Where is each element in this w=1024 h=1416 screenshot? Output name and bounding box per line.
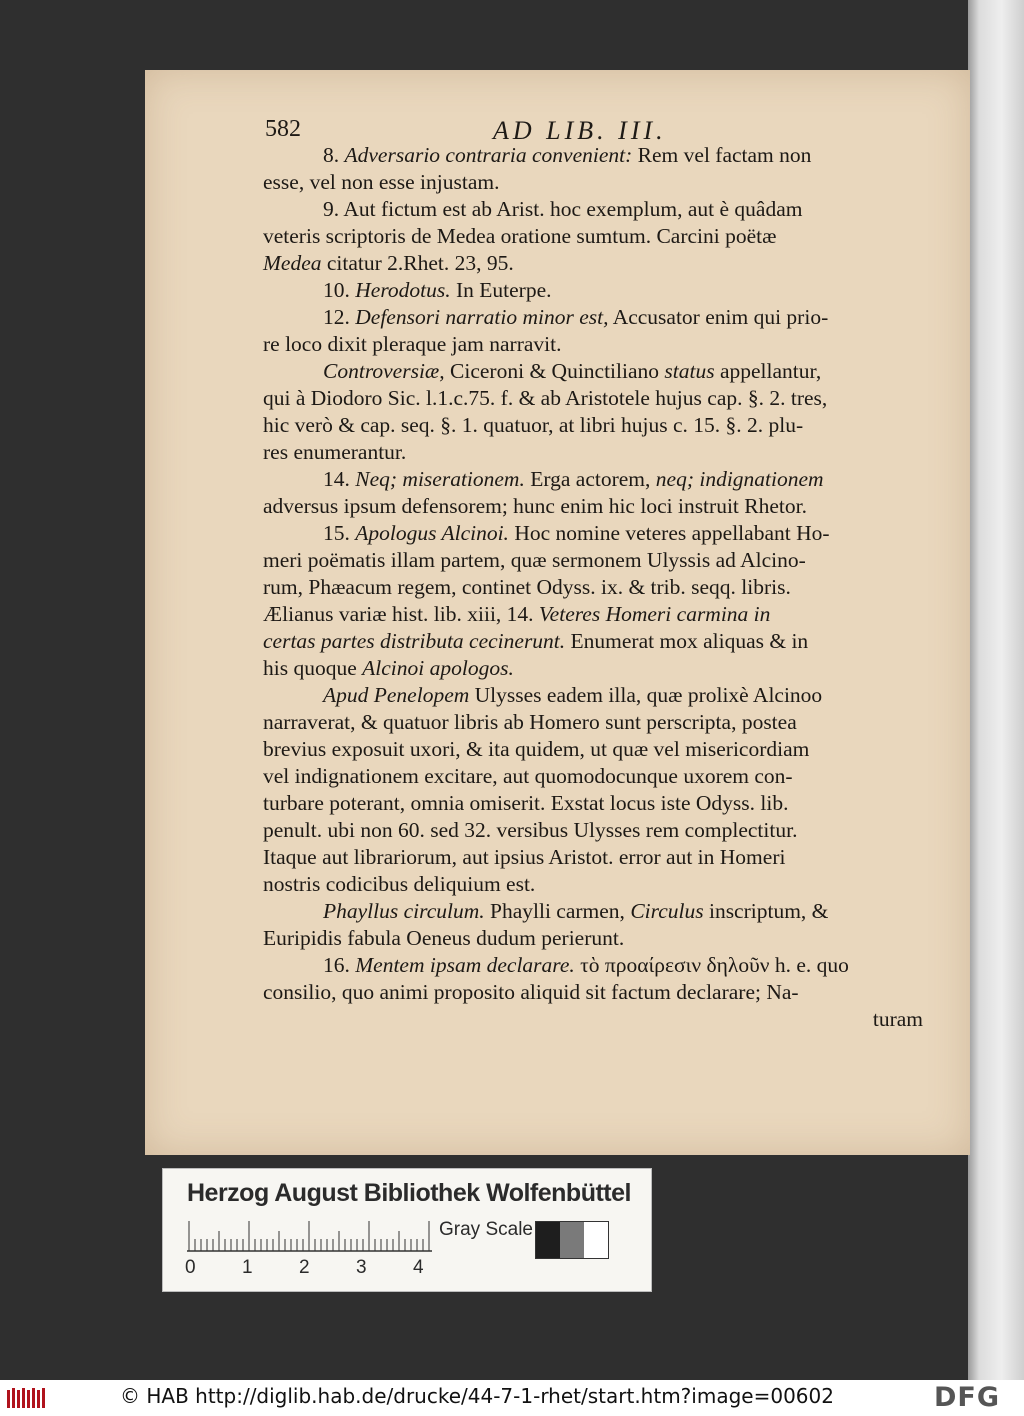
line-it2: Circulus	[630, 899, 704, 923]
line-cont: res enumerantur.	[263, 440, 407, 464]
line-catch: turam	[872, 1007, 923, 1031]
line-rest: In Euterpe.	[455, 278, 552, 302]
line-rest: Ciceroni & Quinctiliano	[450, 359, 660, 383]
line-lemma: Defensori narratio minor est,	[355, 305, 609, 329]
text-line	[263, 574, 923, 601]
line-cont: nostris codicibus deliquium est.	[263, 872, 536, 896]
line-rest2: inscriptum, &	[708, 899, 829, 923]
text-line	[263, 385, 923, 412]
line-ind-it: Controversiæ,	[323, 359, 445, 383]
ruler-number: 1	[242, 1257, 253, 1278]
text-line	[263, 493, 923, 520]
line-lemma: Neq; miserationem.	[355, 467, 525, 491]
line-cont: Ælianus variæ hist. lib. xiii, 14.	[263, 602, 534, 626]
line-cont-it: certas partes distributa cecinerunt.	[263, 629, 566, 653]
text-line	[263, 250, 923, 277]
swatch-gray	[560, 1222, 584, 1258]
library-name: Herzog August Bibliothek Wolfenbüttel	[187, 1179, 631, 1207]
text-line	[263, 979, 923, 1006]
text-line	[263, 790, 923, 817]
text-line	[263, 277, 923, 304]
line-cont: esse, vel non esse injustam.	[263, 170, 500, 194]
line-cont: consilio, quo animi proposito aliquid sit factum declarare; Na-	[263, 980, 799, 1004]
line-n: 10.	[323, 278, 350, 302]
line-rest: Aut fictum est ab Arist. hoc exemplum, aut è quâdam	[343, 197, 803, 221]
line-cont: citatur 2.Rhet. 23, 95.	[326, 251, 514, 275]
text-line	[263, 682, 923, 709]
line-n: 9.	[323, 197, 340, 221]
copyright-link[interactable]: © HAB http://diglib.hab.de/drucke/44-7-1-rhet/start.htm?image=00602	[120, 1384, 834, 1408]
text-line	[263, 709, 923, 736]
text-line	[263, 466, 923, 493]
line-cont: narraverat, & quatuor libris ab Homero sunt perscripta, postea	[263, 710, 797, 734]
text-line	[263, 871, 923, 898]
line-n: 16.	[323, 953, 350, 977]
text-line	[263, 1006, 923, 1033]
line-cont: turbare poterant, omnia omiserit. Exstat locus iste Odyss. lib.	[263, 791, 789, 815]
ruler-numbers	[181, 1257, 441, 1279]
line-lemma: Adversario contraria convenient:	[344, 143, 633, 167]
line-rest: Phaylli carmen,	[490, 899, 625, 923]
scale-ruler	[187, 1221, 432, 1253]
line-it2: Alcinoi apologos.	[362, 656, 514, 680]
line-rest: Erga actorem,	[530, 467, 651, 491]
line-n: 12.	[323, 305, 350, 329]
gray-scale-label: Gray Scale	[439, 1219, 533, 1240]
text-line	[263, 601, 923, 628]
color-target	[162, 1168, 652, 1292]
line-cont-it: Medea	[263, 251, 322, 275]
text-line	[263, 628, 923, 655]
text-line	[263, 358, 923, 385]
line-cont: qui à Diodoro Sic. l.1.c.75. f. & ab Aristotele hujus cap. §. 2. tres,	[263, 386, 828, 410]
text-line	[263, 655, 923, 682]
line-rest: τὸ προαίρεσιν δηλοῦν h. e. quo	[580, 953, 849, 977]
dfg-logo: DFG	[934, 1382, 1001, 1413]
line-ind-it: Phayllus circulum.	[323, 899, 485, 923]
line-cont: Euripidis fabula Oeneus dudum perierunt.	[263, 926, 625, 950]
line-cont: adversus ipsum defensorem; hunc enim hic loci instruit Rhetor.	[263, 494, 807, 518]
line-n: 8.	[323, 143, 340, 167]
footer-bar	[0, 1380, 1024, 1416]
line-rest: Hoc nomine veteres appellabant Ho-	[514, 521, 830, 545]
line-lemma: Apologus Alcinoi.	[355, 521, 509, 545]
line-cont: rum, Phæacum regem, continet Odyss. ix. & trib. seqq. libris.	[263, 575, 791, 599]
text-line	[263, 520, 923, 547]
text-line	[263, 547, 923, 574]
line-cont: Enumerat mox aliquas & in	[570, 629, 809, 653]
text-line	[263, 196, 923, 223]
line-cont: meri poëmatis illam partem, quæ sermonem Ulyssis ad Alcino-	[263, 548, 806, 572]
text-line	[263, 304, 923, 331]
line-cont: veteris scriptoris de Medea oratione sumtum. Carcini poëtæ	[263, 224, 777, 248]
hab-logo-icon	[6, 1386, 48, 1410]
line-lemma: Herodotus.	[355, 278, 451, 302]
text-line	[263, 439, 923, 466]
line-rest2: appellantur,	[719, 359, 822, 383]
line-it2: neq; indignationem	[655, 467, 824, 491]
line-ind-it: Apud Penelopem	[323, 683, 470, 707]
text-line	[263, 898, 923, 925]
text-line	[263, 736, 923, 763]
text-line	[263, 844, 923, 871]
line-n: 14.	[323, 467, 350, 491]
line-cont: Itaque aut librariorum, aut ipsius Aristot. error aut in Homeri	[263, 845, 786, 869]
swatch-black	[536, 1222, 560, 1258]
line-cont: his quoque	[263, 656, 357, 680]
text-line	[263, 817, 923, 844]
line-it2: Veteres Homeri carmina in	[538, 602, 771, 626]
book-page	[145, 70, 970, 1155]
page-body-text	[263, 142, 923, 1033]
line-rest: Ulysses eadem illa, quæ prolixè Alcinoo	[474, 683, 823, 707]
text-line	[263, 412, 923, 439]
swatch-white	[584, 1222, 608, 1258]
line-it2: status	[664, 359, 715, 383]
line-n: 15.	[323, 521, 350, 545]
line-rest: Rem vel factam non	[637, 143, 812, 167]
line-cont: re loco dixit pleraque jam narravit.	[263, 332, 562, 356]
page-number: 582	[265, 116, 301, 142]
ruler-number: 4	[413, 1257, 424, 1278]
line-cont: penult. ubi non 60. sed 32. versibus Ulysses rem complectitur.	[263, 818, 798, 842]
running-head: AD LIB. III.	[493, 116, 667, 145]
line-cont: brevius exposuit uxori, & ita quidem, ut quæ vel misericordiam	[263, 737, 810, 761]
text-line	[263, 763, 923, 790]
line-cont: hic verò & cap. seq. §. 1. quatuor, at libri hujus c. 15. §. 2. plu-	[263, 413, 804, 437]
ruler-number: 2	[299, 1257, 310, 1278]
text-line	[263, 925, 923, 952]
text-line	[263, 223, 923, 250]
gray-scale-swatches	[535, 1221, 609, 1259]
text-line	[263, 952, 923, 979]
text-line	[263, 169, 923, 196]
text-line	[263, 331, 923, 358]
line-rest: Accusator enim qui prio-	[612, 305, 829, 329]
ruler-number: 0	[185, 1257, 196, 1278]
line-lemma: Mentem ipsam declarare.	[355, 953, 575, 977]
ruler-number: 3	[356, 1257, 367, 1278]
line-cont: vel indignationem excitare, aut quomodocunque uxorem con-	[263, 764, 793, 788]
scanner-edge	[968, 0, 1024, 1380]
text-line	[263, 142, 923, 169]
